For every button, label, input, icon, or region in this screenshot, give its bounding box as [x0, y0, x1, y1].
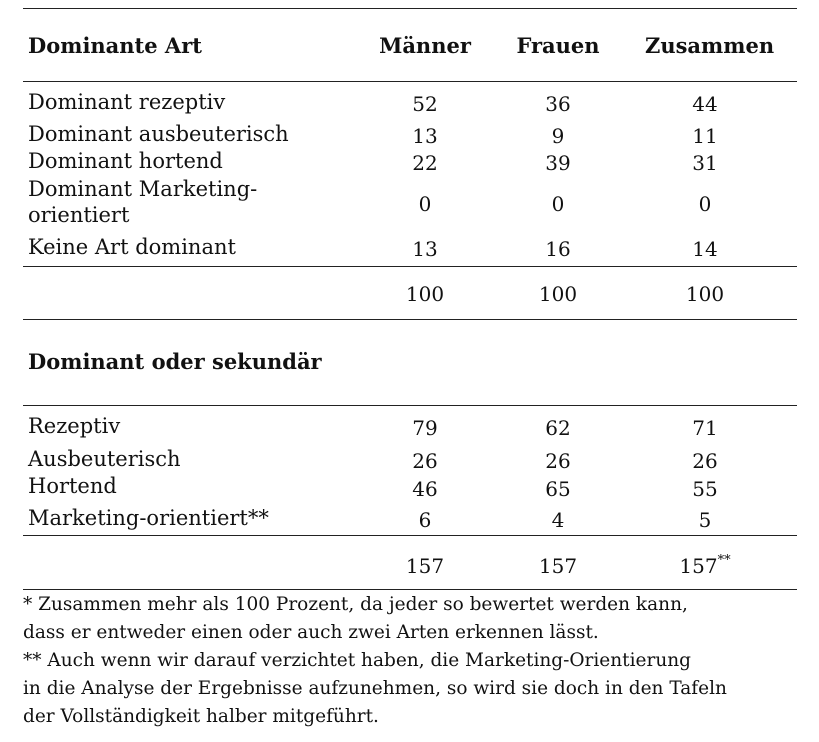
cell-maenner: 79: [412, 416, 438, 440]
row-label: Ausbeuterisch: [28, 447, 181, 471]
total-maenner: 100: [405, 282, 445, 306]
cell-frauen: 4: [551, 508, 565, 532]
row-label-line2: orientiert: [28, 203, 130, 227]
cell-maenner: 52: [412, 92, 438, 116]
cell-maenner: 26: [412, 449, 438, 473]
total-zusammen-value: 157: [679, 554, 718, 578]
cell-frauen: 62: [545, 416, 571, 440]
column-header-frauen: Frauen: [516, 33, 600, 58]
row-label-line1: Dominant Marketing-: [28, 177, 258, 201]
cell-maenner: 13: [412, 237, 438, 261]
section1-end-rule: [23, 319, 797, 320]
cell-maenner: 6: [418, 508, 432, 532]
cell-zusammen: 71: [692, 416, 718, 440]
section1-total-rule: [23, 266, 797, 267]
section2-total-rule: [23, 535, 797, 536]
section2-title: Dominant oder sekundär: [28, 349, 322, 374]
cell-zusammen: 31: [692, 151, 718, 175]
section1-title: Dominante Art: [28, 33, 202, 58]
row-label: Dominant ausbeuterisch: [28, 122, 289, 146]
cell-frauen: 26: [545, 449, 571, 473]
table-bottom-rule: [23, 589, 797, 590]
cell-zusammen: 26: [692, 449, 718, 473]
cell-zusammen: 44: [692, 92, 718, 116]
cell-frauen: 0: [551, 192, 565, 216]
footnote-marker: **: [717, 553, 731, 568]
footnote-line: * Zusammen mehr als 100 Prozent, da jeder so bewertet werden kann,: [23, 594, 688, 615]
footnote-line: dass er entweder einen oder auch zwei Arten erkennen lässt.: [23, 622, 599, 643]
cell-frauen: 36: [545, 92, 571, 116]
footnote-line: der Vollständigkeit halber mitgeführt.: [23, 706, 379, 727]
cell-zusammen: 55: [692, 477, 718, 501]
total-zusammen: 100: [685, 282, 725, 306]
row-label: Marketing-orientiert**: [28, 506, 269, 530]
header-rule: [23, 81, 797, 82]
cell-zusammen: 5: [698, 508, 712, 532]
table-top-rule: [23, 8, 797, 9]
section2-header-rule: [23, 405, 797, 406]
cell-maenner: 13: [412, 124, 438, 148]
row-label: Dominant rezeptiv: [28, 90, 226, 114]
total-frauen: 100: [538, 282, 578, 306]
cell-zusammen: 14: [692, 237, 718, 261]
footnote-line: ** Auch wenn wir darauf verzichtet haben, die Marketing-Orientierung: [23, 650, 691, 671]
row-label: Keine Art dominant: [28, 235, 236, 259]
column-header-zusammen: Zusammen: [645, 33, 775, 58]
cell-frauen: 9: [551, 124, 565, 148]
cell-frauen: 16: [545, 237, 571, 261]
cell-frauen: 39: [545, 151, 571, 175]
total-frauen: 157: [538, 554, 578, 578]
footnote-line: in die Analyse der Ergebnisse aufzunehmen, so wird sie doch in den Tafeln: [23, 678, 727, 699]
row-label: Dominant hortend: [28, 149, 223, 173]
cell-zusammen: 0: [698, 192, 712, 216]
row-label: Hortend: [28, 474, 117, 498]
cell-maenner: 0: [418, 192, 432, 216]
row-label: Rezeptiv: [28, 414, 121, 438]
total-maenner: 157: [405, 554, 445, 578]
cell-frauen: 65: [545, 477, 571, 501]
cell-maenner: 46: [412, 477, 438, 501]
column-header-maenner: Männer: [379, 33, 471, 58]
cell-zusammen: 11: [692, 124, 718, 148]
cell-maenner: 22: [412, 151, 438, 175]
total-zusammen: [645, 553, 765, 579]
